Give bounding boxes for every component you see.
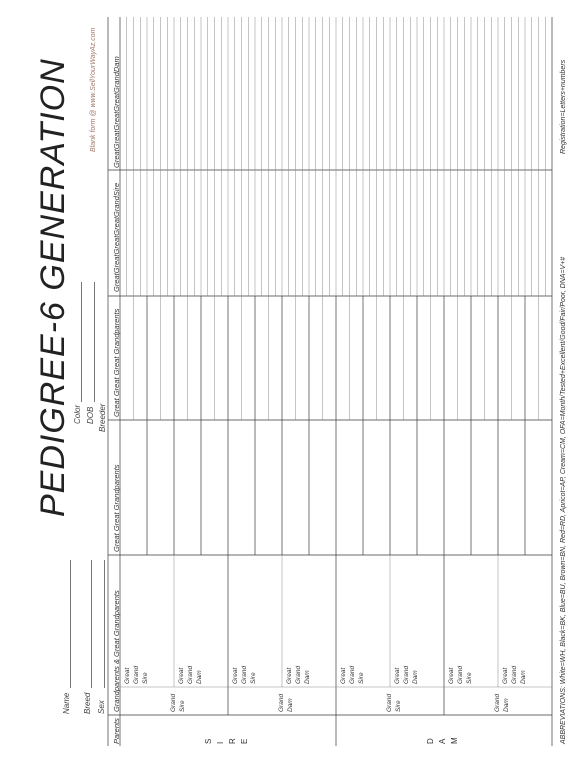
sire-great-grand-label: Grand — [133, 665, 140, 684]
sire-letter: I — [216, 741, 225, 744]
sire-grand-sire-label: Sire — [179, 700, 186, 712]
registration-footer: Registration=Letters+numbers — [560, 59, 567, 154]
sire-letter: E — [240, 738, 249, 744]
name-label: Name — [62, 692, 71, 714]
abbreviations-footer: ABBREVIATIONS: White=WH, Black=BK, Blue=BU, Brown=BN, Red=RD, Apricot=AP, Cream=CM, OFA=Month/Tested+Excellent/Good/Fair/Poor, DNA=V+# — [560, 256, 567, 744]
sire-great-grand-parent-label: Sire — [142, 672, 149, 684]
sire-great-grand-label: Grand — [187, 665, 194, 684]
dam-great-grand-parent-label: Sire — [466, 672, 473, 684]
header-gen6a: GreatGreatGreatGreatGrandSire — [112, 182, 121, 292]
sire-great-label: Great — [232, 667, 239, 684]
sire-great-label: Great — [178, 667, 185, 684]
header-gen4: Great Great Grandparents — [112, 464, 121, 552]
dam-great-label: Great — [340, 667, 347, 684]
dam-grand-sire-label: Sire — [395, 700, 402, 712]
sire-great-grand-label: Grand — [295, 665, 302, 684]
dam-great-label: Great — [394, 667, 401, 684]
dob-label: DOB — [86, 406, 95, 424]
sire-great-label: Great — [124, 667, 131, 684]
header-gen2-3: Grandparents & Great Grandparents — [112, 590, 121, 712]
sire-great-grand-label: Grand — [241, 665, 248, 684]
sire-great-grand-parent-label: Dam — [304, 670, 311, 684]
sire-grand-label: Grand — [170, 693, 177, 712]
dam-grand-dam-label: Dam — [503, 698, 510, 712]
dam-great-grand-label: Grand — [349, 665, 356, 684]
dam-great-grand-label: Grand — [457, 665, 464, 684]
header-gen6b: GreatGreatGreatGreatGrandDam — [112, 56, 121, 168]
sire-letter: R — [228, 738, 237, 744]
dam-great-grand-label: Grand — [403, 665, 410, 684]
dam-grand-label: Grand — [494, 693, 501, 712]
sire-great-grand-parent-label: Dam — [196, 670, 203, 684]
dam-great-grand-parent-label: Sire — [358, 672, 365, 684]
sire-grand-dam-label: Dam — [287, 698, 294, 712]
color-label: Color — [73, 404, 82, 424]
header-gen5: Great Great Great Grandparents — [112, 308, 121, 417]
sire-great-label: Great — [286, 667, 293, 684]
dam-letter: D — [426, 738, 435, 744]
dam-grand-label: Grand — [386, 693, 393, 712]
dam-great-label: Great — [502, 667, 509, 684]
sire-grand-label: Grand — [278, 693, 285, 712]
sire-letter: S — [204, 738, 213, 744]
dam-great-grand-parent-label: Dam — [520, 670, 527, 684]
breeder-label: Breeder — [98, 403, 107, 432]
header-parents: Parents — [112, 718, 121, 744]
dam-letter: M — [450, 737, 459, 744]
breed-label: Breed — [83, 692, 92, 714]
dam-letter: A — [438, 738, 447, 744]
blank-form-note: Blank form @ www.SellYourWayAz.com — [90, 27, 97, 152]
sex-label: Sex — [97, 700, 106, 714]
dam-great-grand-parent-label: Dam — [412, 670, 419, 684]
dam-great-label: Great — [448, 667, 455, 684]
dam-great-grand-label: Grand — [511, 665, 518, 684]
sire-great-grand-parent-label: Sire — [250, 672, 257, 684]
page-title: PEDIGREE-6 GENERATION — [34, 58, 72, 517]
